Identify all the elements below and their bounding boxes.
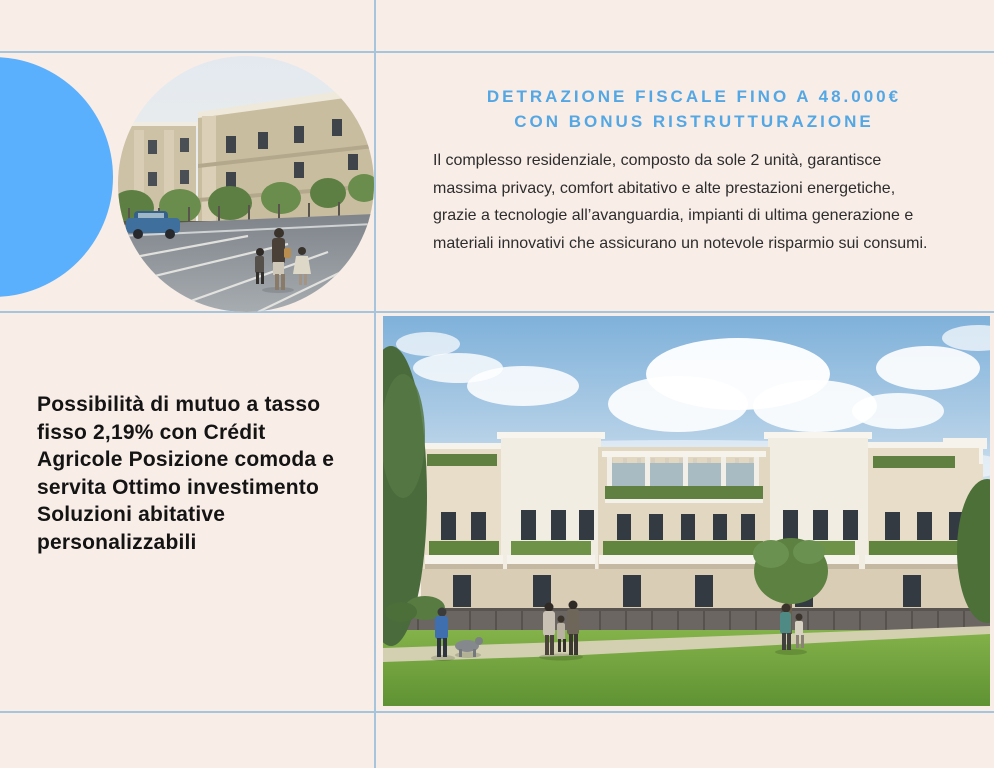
divider-horizontal-middle [0,311,994,313]
mortgage-line-1: Possibilità di mutuo a tasso [37,393,321,416]
divider-horizontal-bottom [0,711,994,713]
mortgage-line-2: fisso 2,19% con Crédit [37,420,266,444]
headline [398,84,990,134]
headline-line-2: CON BONUS RISTRUTTURAZIONE [514,112,874,131]
intro-paragraph [433,147,927,257]
divider-vertical [374,0,376,768]
intro-line-4: materiali innovativi che assicurano un notevole risparmio sui consumi. [433,234,928,252]
mortgage-line-4: servita Ottimo investimento [37,475,319,499]
intro-line-1: Il complesso residenziale, composto da sole 2 unità, garantisce [433,152,882,169]
headline-line-1: DETRAZIONE FISCALE FINO A 48.000€ [486,87,902,106]
circle-photo [118,56,374,312]
main-photo [383,316,990,706]
accent-circle [0,57,113,297]
main-photo-illustration [383,316,990,706]
mortgage-text [37,391,334,556]
circle-photo-illustration [118,56,374,312]
mortgage-line-3: Agricole Posizione comoda e [37,448,335,471]
divider-horizontal-top [0,51,994,53]
intro-line-3: grazie a tecnologie all’avanguardia, impianti di ultima generazione e [433,207,914,224]
fence [383,608,990,632]
mortgage-line-6: personalizzabili [37,530,197,554]
intro-line-2: massima privacy, comfort abitativo e alte prestazioni energetiche, [433,179,896,197]
building [417,432,987,612]
mortgage-line-5: Soluzioni abitative [37,503,226,526]
